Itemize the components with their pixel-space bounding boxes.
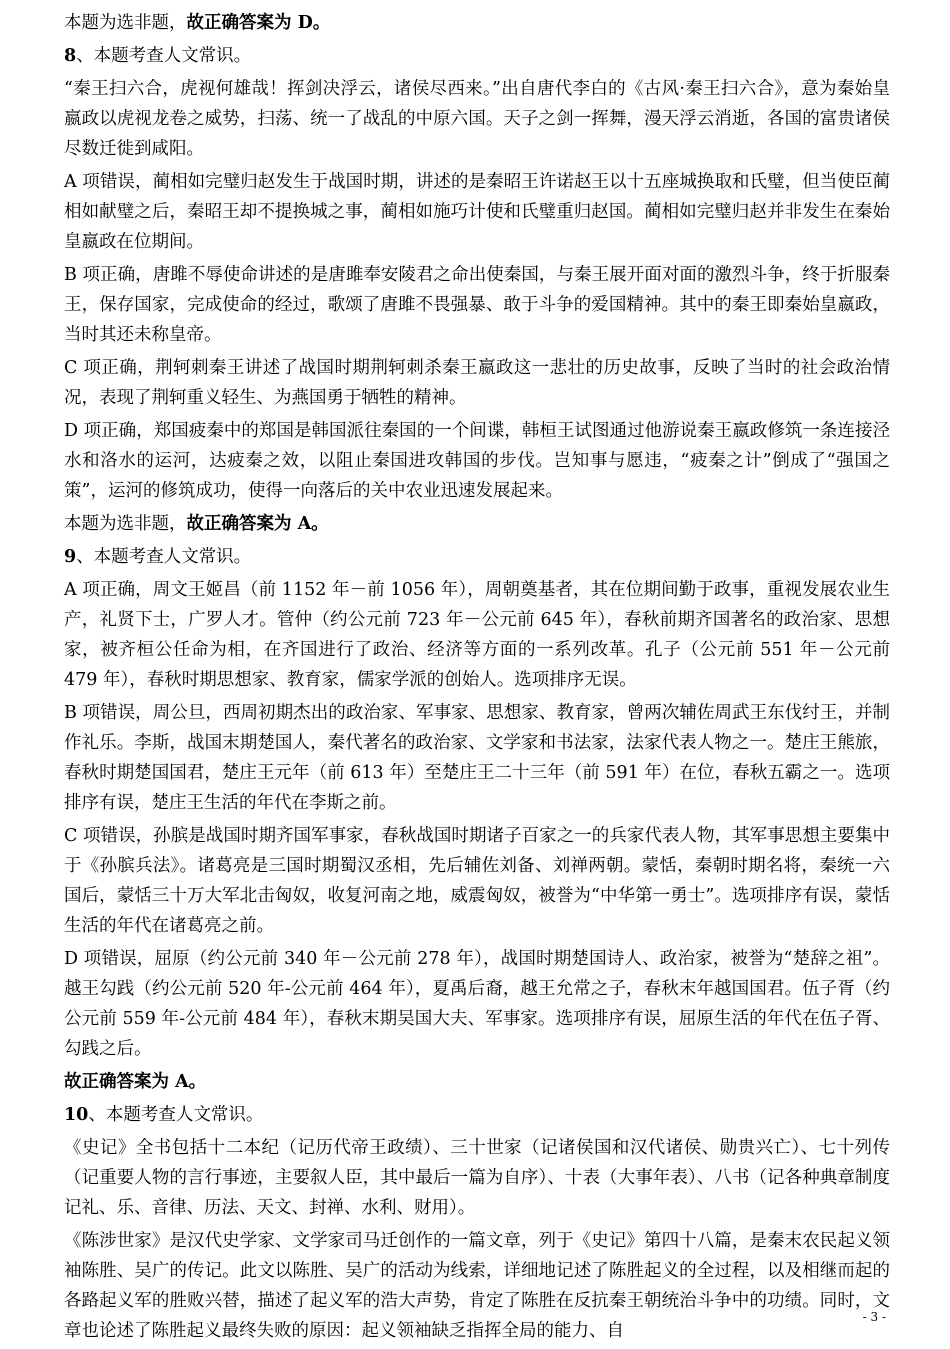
paragraph-text: 本题为选非题， <box>64 13 187 33</box>
paragraph-text: 《陈涉世家》是汉代史学家、文学家司马迁创作的一篇文章，列于《史记》第四十八篇，是秦末农民起义领袖陈胜、吴广的传记。此文以陈胜、吴广的活动为线索，详细地记述了陈胜起义的全过程，以及相继而起的各路起义军的胜败兴替，描述了起义军的浩大声势，肯定了陈胜在反抗秦王朝统治斗争中的功绩。同时，文章也论述了陈胜起义最终失败的原因：起义领袖缺乏指挥全局的能力、自 <box>64 1231 890 1341</box>
paragraph-text: 、本题考查人文常识。 <box>76 46 252 66</box>
paragraph <box>64 74 890 164</box>
paragraph <box>64 1067 890 1097</box>
paragraph-text: A 项正确，周文王姬昌（前 1152 年－前 1056 年），周朝奠基者，其在位期间勤于政事，重视发展农业生产，礼贤下士，广罗人才。管仲（约公元前 723 年－公元前 645 年），春秋前期齐国著名的政治家、思想家，被齐桓公任命为相，在齐国进行了政治、经济等方面的一系列改革。孔子（公元前 551 年－公元前 479 年），春秋时期思想家、教育家，儒家学派的创始人。选项排序无误。 <box>64 580 890 690</box>
paragraph-bold-text: 故正确答案为 A。 <box>64 1072 207 1092</box>
paragraph-text: B 项错误，周公旦，西周初期杰出的政治家、军事家、思想家、教育家，曾两次辅佐周武王东伐纣王，并制作礼乐。李斯，战国末期楚国人，秦代著名的政治家、文学家和书法家，法家代表人物之一。楚庄王熊旅，春秋时期楚国国君，楚庄王元年（前 613 年）至楚庄王二十三年（前 591 年）在位，春秋五霸之一。选项排序有误，楚庄王生活的年代在李斯之前。 <box>64 703 890 813</box>
paragraph <box>64 944 890 1064</box>
paragraph <box>64 8 890 38</box>
paragraph <box>64 1133 890 1223</box>
paragraph <box>64 1226 890 1346</box>
paragraph-text: 、本题考查人文常识。 <box>88 1105 264 1125</box>
paragraph <box>64 416 890 506</box>
paragraph <box>64 542 890 572</box>
paragraph <box>64 260 890 350</box>
paragraph <box>64 575 890 695</box>
paragraph-text: A 项错误，蔺相如完璧归赵发生于战国时期，讲述的是秦昭王许诺赵王以十五座城换取和氏璧，但当使臣蔺相如献璧之后，秦昭王却不提换城之事，蔺相如施巧计使和氏璧重归赵国。蔺相如完璧归赵并非发生在秦始皇嬴政在位期间。 <box>64 172 890 252</box>
paragraph <box>64 698 890 818</box>
paragraph <box>64 1100 890 1130</box>
paragraph <box>64 821 890 941</box>
paragraph-text: B 项正确，唐雎不辱使命讲述的是唐雎奉安陵君之命出使秦国，与秦王展开面对面的激烈斗争，终于折服秦王，保存国家，完成使命的经过，歌颂了唐雎不畏强暴、敢于斗争的爱国精神。其中的秦王即秦始皇嬴政，当时其还未称皇帝。 <box>64 265 890 345</box>
paragraph-text: “秦王扫六合，虎视何雄哉！挥剑决浮云，诸侯尽西来。”出自唐代李白的《古风·秦王扫六合》，意为秦始皇嬴政以虎视龙卷之威势，扫荡、统一了战乱的中原六国。天子之剑一挥舞，漫天浮云消逝，各国的富贵诸侯尽数迁徙到咸阳。 <box>64 79 890 159</box>
paragraph-text: 本题为选非题， <box>64 514 187 534</box>
paragraph-text: D 项正确，郑国疲秦中的郑国是韩国派往秦国的一个间谍，韩桓王试图通过他游说秦王嬴政修筑一条连接泾水和洛水的运河，达疲秦之效，以阻止秦国进攻韩国的步伐。岂知事与愿违，“疲秦之计”倒成了“强国之策”，运河的修筑成功，使得一向落后的关中农业迅速发展起来。 <box>64 421 890 501</box>
paragraph-bold-text: 故正确答案为 A。 <box>186 514 329 534</box>
paragraph-bold-text: 9 <box>64 547 77 567</box>
page-number: - 3 - <box>862 1310 886 1324</box>
paragraph-bold-text: 故正确答案为 D。 <box>186 13 331 33</box>
paragraph <box>64 353 890 413</box>
paragraph-text: C 项错误，孙膑是战国时期齐国军事家，春秋战国时期诸子百家之一的兵家代表人物，其军事思想主要集中于《孙膑兵法》。诸葛亮是三国时期蜀汉丞相，先后辅佐刘备、刘禅两朝。蒙恬，秦朝时期名将，秦统一六国后，蒙恬三十万大军北击匈奴，收复河南之地，威震匈奴，被誉为“中华第一勇士”。选项排序有误，蒙恬生活的年代在诸葛亮之前。 <box>64 826 890 936</box>
paragraph-text: D 项错误，屈原（约公元前 340 年－公元前 278 年），战国时期楚国诗人、政治家，被誉为“楚辞之祖”。越王勾践（约公元前 520 年-公元前 464 年），夏禹后裔，越王允常之子，春秋末年越国国君。伍子胥（约公元前 559 年-公元前 484 年），春秋末期吴国大夫、军事家。选项排序有误，屈原生活的年代在伍子胥、勾践之后。 <box>64 949 890 1059</box>
paragraph <box>64 167 890 257</box>
paragraph <box>64 509 890 539</box>
document-body <box>64 8 890 1349</box>
paragraph-text: 、本题考查人文常识。 <box>76 547 252 567</box>
paragraph-text: C 项正确，荆轲刺秦王讲述了战国时期荆轲刺杀秦王嬴政这一悲壮的历史故事，反映了当时的社会政治情况，表现了荆轲重义轻生、为燕国勇于牺牲的精神。 <box>64 358 890 408</box>
paragraph-bold-text: 8 <box>64 46 77 66</box>
paragraph-text: 《史记》全书包括十二本纪（记历代帝王政绩）、三十世家（记诸侯国和汉代诸侯、勋贵兴亡）、七十列传（记重要人物的言行事迹，主要叙人臣，其中最后一篇为自序）、十表（大事年表）、八书（记各种典章制度记礼、乐、音律、历法、天文、封禅、水利、财用）。 <box>64 1138 890 1218</box>
paragraph-bold-text: 10 <box>64 1105 89 1125</box>
paragraph <box>64 41 890 71</box>
